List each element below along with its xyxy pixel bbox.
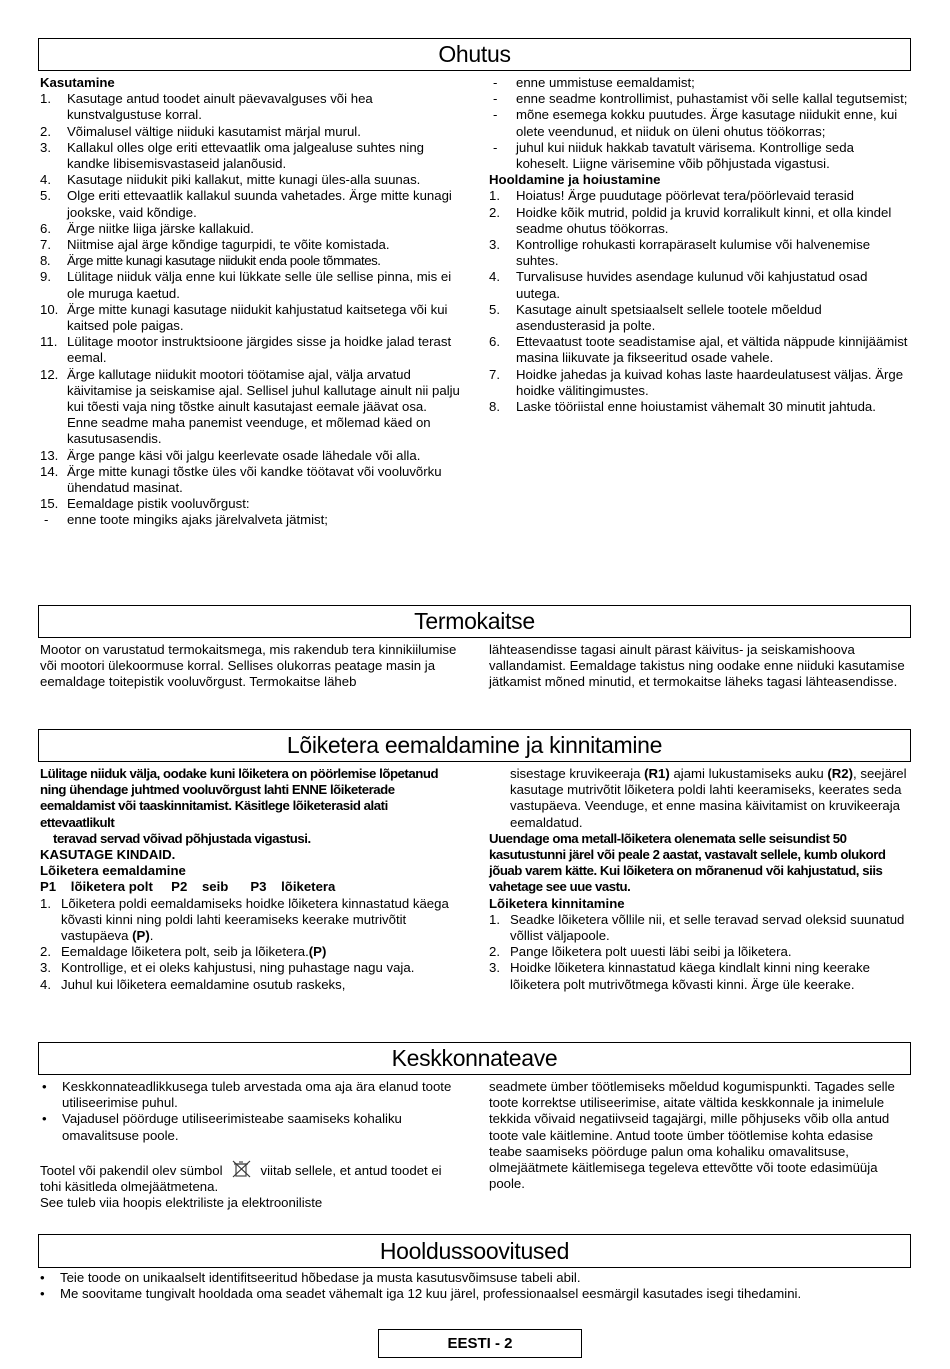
- list-item: - enne toote mingiks ajaks järelvalveta jätmist;: [44, 512, 328, 528]
- list-item: 2. Pange lõiketera polt uuesti läbi seibi ja lõiketera.: [489, 944, 792, 960]
- service-section-title: Hooldussoovitused: [38, 1234, 911, 1268]
- thermal-right-text: lähteasendisse tagasi ainult pärast käivitus- ja seiskamishoova vallandamist. Eemaldage takistus ning oodake enne niiduki kasutamise jätkamist mõned minutid, et termokaitse läheks tagasi lähteasendisse.: [489, 642, 905, 690]
- list-item: 3. Kallakul olles olge eriti ettevaatlik oma jalgealuse suhtes ning kandke libisemisvastaseid jalanõusid.: [40, 139, 425, 172]
- list-item: - enne ummistuse eemaldamist;: [493, 75, 695, 90]
- safety-right-column: [489, 75, 909, 415]
- replace-warning: Uuendage oma metall-lõiketera olenemata selle seisundist 50 kasutustunni järel või peale 2 aastat, vastavalt sellele, kumb olukord jõuab varem kätte. Kui lõiketera on mõranenud või kahjustatud, siis vahetage see uue vastu.: [489, 830, 886, 895]
- list-item: - mõne esemega kokku puutudes. Ärge kasutage niidukit enne, kui olete veendunud, et niiduk on üleni ohutus töökorras;: [493, 107, 898, 139]
- list-item: 8. Ärge mitte kunagi kasutage niidukit enda poole tõmmates.: [40, 253, 381, 269]
- gloves-notice: KASUTAGE KINDAID.: [40, 847, 176, 863]
- removal-list: [40, 896, 465, 993]
- safety-section-title: Ohutus: [38, 38, 911, 71]
- list-item: 8. Laske tööriistal enne hoiustamist vähemalt 30 minutit jahtuda.: [489, 399, 876, 415]
- list-item: 2. Hoidke kõik mutrid, poldid ja kruvid korralikult kinni, et olla kindel seadme ohutus töökorras.: [489, 204, 892, 236]
- fitting-heading: Lõiketera kinnitamine: [489, 895, 625, 911]
- list-item: 1. Lõiketera poldi eemaldamiseks hoidke lõiketera kinnastatud käega kõvasti kinni ning poldi lahti keeramiseks keerake mutrivõtit vastupäeva (P).: [40, 895, 449, 944]
- list-item: 5. Kasutage ainult spetsiaalselt sellele tootele mõeldud asendusterasid ja polte.: [489, 301, 822, 334]
- environment-left-column: [40, 1079, 460, 1211]
- list-item: 14. Ärge mitte kunagi tõstke üles või kandke töötavat või vooluvõrku ühendatud masinat.: [40, 463, 442, 496]
- list-item: 5. Olge eriti ettevaatlik kallakul suunda vahetades. Ärge mitte kunagi jookske, vaid kõndige.: [40, 188, 452, 220]
- list-item: 3. Hoidke lõiketera kinnastatud käega kindlalt kinni ning keerake lõiketera polt mutrivõtmega kõvasti kinni. Ärge üle keerake.: [489, 960, 870, 992]
- list-item: - enne seadme kontrollimist, puhastamist või selle kallal tegutsemist;: [493, 91, 908, 107]
- list-item: 7. Hoidke jahedas ja kuivad kohas laste haardeulatusest väljas. Ärge hoidke välitingimustes.: [489, 366, 904, 398]
- removal-heading: Lõiketera eemaldamine: [40, 863, 186, 879]
- list-item: 2. Eemaldage lõiketera polt, seib ja lõiketera.(P): [40, 944, 327, 960]
- environment-bullets: [40, 1079, 460, 1144]
- environment-right-column: [489, 1079, 909, 1192]
- list-item: 4. Kasutage niidukit piki kallakut, mitte kunagi üles-alla suunas.: [40, 172, 421, 188]
- thermal-section-title: Termokaitse: [38, 605, 911, 638]
- list-item: 10. Ärge mitte kunagi kasutage niidukit kahjustatud kaitsetega või kui kaitsed pole paigas.: [40, 301, 448, 334]
- removal-continued: sisestage kruvikeeraja (R1) ajami lukustamiseks auku (R2), seejärel kasutage mutrivõtit lõiketera poldi lahti keeramiseks, keerates seda vastupäeva. Veenduge, et enne masina käivitamist on kruvikeeraja eemaldatud.: [510, 766, 907, 830]
- list-item: 12. Ärge kallutage niidukit mootori töötamise ajal, välja arvatud käivitamise ja seiskamise ajal. Sellisel juhul kallutage ainult nii palju kui tõesti vaja ning tõstke ainult kasutajast eemale jäävat osa. Enne seadme maha panemist veenduge, et mõlemad käed on kasutusasendis.: [40, 366, 460, 447]
- list-item: 15. Eemaldage pistik vooluvõrgust:: [40, 496, 250, 512]
- service-column: [38, 1270, 918, 1302]
- symbol-paragraph: Tootel või pakendil olev sümbol viitab sellele, et antud toodet ei tohi käsitleda olmejäätmetena.: [40, 1160, 460, 1195]
- service-bullets: [38, 1270, 918, 1302]
- list-item: 3. Kontrollige, et ei oleks kahjustusi, ning puhastage nagu vaja.: [40, 960, 415, 976]
- blade-warning: Lülitage niiduk välja, oodake kuni lõiketera on pöörlemise lõpetanud ning ühendage juhtmed vooluvõrgust lahti ENNE lõiketerade eemaldamist või taaskinnitamist. Käsitlege lõiketerasid alati ettevaatlikult: [40, 766, 439, 830]
- thermal-left-text: Mootor on varustatud termokaitsmega, mis rakendub tera kinnikiilumise või mootori ülekoormuse korral. Sellises olukorras peatage masin ja eemaldage toitepistik vooluvõrgust. Termokaitse läheb: [40, 642, 457, 690]
- unplug-list: [40, 512, 460, 528]
- parts-legend: P1 lõiketera polt P2 seib P3 lõiketera: [40, 879, 336, 895]
- blade-left-column: [40, 766, 465, 993]
- unplug-list-continued: [489, 75, 909, 172]
- thermal-right-column: [489, 642, 909, 691]
- safety-left-column: [40, 75, 460, 529]
- list-item: 7. Niitmise ajal ärge kõndige tagurpidi, te võite komistada.: [40, 237, 390, 253]
- list-item: 13. Ärge pange käsi või jalgu keerlevate osade lähedale või alla.: [40, 447, 421, 463]
- list-item: 2. Võimalusel vältige niiduki kasutamist märjal murul.: [40, 123, 361, 139]
- list-item: 1. Hoiatus! Ärge puudutage pöörlevat tera/pöörlevaid terasid: [489, 188, 854, 204]
- list-item: 1. Seadke lõiketera võllile nii, et selle teravad servad oleksid suunatud võllist väljapoole.: [489, 911, 905, 944]
- blade-right-column: [489, 766, 914, 993]
- list-item: 3. Kontrollige rohukasti korrapäraselt kulumise või halvenemise suhtes.: [489, 237, 871, 269]
- list-item: 9. Lülitage niiduk välja enne kui lükkate selle üle sellise pinna, mis ei ole muruga kaetud.: [40, 269, 452, 301]
- page-footer-label: EESTI - 2: [378, 1329, 582, 1358]
- list-item: • Keskkonnateadlikkusega tuleb arvestada oma aja ära elanud toote utiliseerimise puhul.: [42, 1079, 452, 1111]
- list-item: • Vajadusel pöörduge utiliseerimisteabe saamiseks kohaliku omavalitsuse poole.: [42, 1111, 402, 1143]
- usage-heading: Kasutamine: [40, 75, 115, 90]
- list-item: 1. Kasutage antud toodet ainult päevavalguses või hea kunstvalgustuse korral.: [40, 91, 373, 123]
- symbol-paragraph-continued: See tuleb viia hoopis elektriliste ja elektrooniliste: [40, 1195, 323, 1211]
- list-item: 11. Lülitage mootor instruktsioone järgides sisse ja hoidke jalad terast eemal.: [40, 334, 452, 366]
- list-item: • Teie toode on unikaalselt identifitseeritud hõbedase ja musta kasutusvõimsuse tabeli abil.: [40, 1270, 581, 1285]
- list-item: - juhul kui niiduk hakkab tavatult värisema. Kontrollige seda koheselt. Liigne värisemine võib põhjustada vigastusi.: [493, 139, 854, 172]
- list-item: 4. Turvalisuse huvides asendage kulunud või kahjustatud osad uutega.: [489, 269, 868, 301]
- blade-section-title: Lõiketera eemaldamine ja kinnitamine: [38, 729, 911, 762]
- fitting-list: [489, 912, 914, 993]
- maintenance-heading: Hooldamine ja hoiustamine: [489, 172, 661, 188]
- blade-warning-continued: teravad servad võivad põhjustada vigastusi.: [53, 830, 311, 846]
- crossed-bin-icon: [231, 1160, 253, 1178]
- list-item: • Me soovitame tungivalt hooldada oma seadet vähemalt iga 12 kuu järel, professionaalsel eesmärgil kasutades isegi tihedamini.: [40, 1286, 802, 1302]
- list-item: 4. Juhul kui lõiketera eemaldamine osutub raskeks,: [40, 976, 346, 992]
- environment-right-text: seadmete ümber töötlemiseks mõeldud kogumispunkti. Tagades selle toote korrektse utiliseerimise, aitate vältida keskkonnale ja inimelule tekkida võivaid negatiivseid tagajärgi, mille põhjuseks võib olla antud toote vale käitlemine. Antud toote ümber töötlemise kohta edasise teabe saamiseks pöörduge palun oma kohaliku omavalitsuse, olmejäätmete käitlemisega tegeleva ettevõtte või toote edasimüüja poole.: [489, 1079, 895, 1192]
- thermal-left-column: [40, 642, 460, 691]
- maintenance-list: [489, 188, 909, 415]
- usage-list: [40, 91, 460, 512]
- list-item: 6. Ärge niitke liiga järske kallakuid.: [40, 220, 254, 236]
- environment-section-title: Keskkonnateave: [38, 1042, 911, 1075]
- list-item: 6. Ettevaatust toote seadistamise ajal, et vältida näppude kinnijäämist masina liikuvate ja fikseeritud osade vahele.: [489, 334, 908, 366]
